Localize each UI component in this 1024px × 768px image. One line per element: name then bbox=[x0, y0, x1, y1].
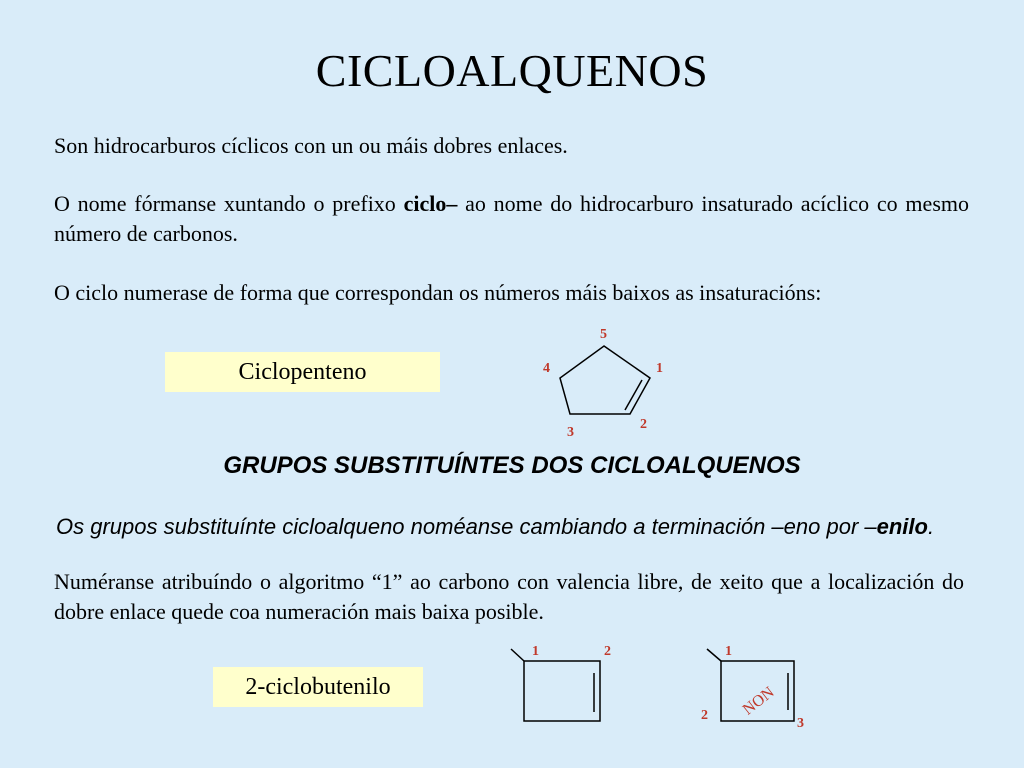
slide-title: CICLOALQUENOS bbox=[315, 45, 709, 96]
cyclopentene-label: Ciclopenteno bbox=[238, 359, 367, 385]
locant-1: 1 bbox=[725, 644, 732, 659]
cyclobutenyl-label-box bbox=[213, 667, 423, 707]
locant-1: 1 bbox=[532, 644, 539, 659]
enilo-note bbox=[56, 514, 996, 540]
p2-prefix-bold: ciclo– bbox=[403, 191, 458, 216]
section-title: GRUPOS SUBSTITUÍNTES DOS CICLOALQUENOS bbox=[223, 452, 801, 479]
note-suffix-bold: enilo bbox=[876, 514, 928, 539]
numbering-paragraph: Numéranse atribuíndo o algoritmo “1” ao carbono con valencia libre, de xeito que a localización do dobre enlace quede coa numeración mais baixa posible. bbox=[54, 569, 964, 624]
note-text-after: . bbox=[927, 514, 935, 539]
intro-paragraph-3: O ciclo numerase de forma que correspondan os números máis baixos as insaturacións: bbox=[54, 280, 822, 305]
cyclobutenyl-label: 2-ciclobutenilo bbox=[245, 674, 391, 700]
square-ring bbox=[524, 661, 600, 721]
p2-text-after: ao nome do hidrocarburo insaturado acíclico co mesmo número de carbonos. bbox=[54, 191, 969, 246]
intro-paragraph-1: Son hidrocarburos cíclicos con un ou máis dobres enlaces. bbox=[54, 133, 568, 158]
locant-5: 5 bbox=[600, 327, 607, 342]
cyclopentene-structure bbox=[530, 322, 680, 447]
free-valence-line bbox=[511, 649, 524, 661]
free-valence-line bbox=[707, 649, 721, 661]
cyclopentene-label-box bbox=[165, 352, 440, 392]
locant-2: 2 bbox=[640, 417, 647, 432]
cyclobutenyl-wrong-structure bbox=[695, 635, 820, 735]
wrong-stamp: NON bbox=[739, 683, 778, 719]
note-text-before: Os grupos substituínte cicloalqueno noméanse cambiando a terminación –eno por – bbox=[56, 514, 877, 539]
locant-2: 2 bbox=[701, 708, 708, 723]
locant-2: 2 bbox=[604, 644, 611, 659]
pentagon-ring bbox=[560, 346, 650, 414]
intro-paragraph-2 bbox=[54, 189, 969, 249]
cyclobutenyl-correct-structure bbox=[505, 635, 625, 730]
p2-text-before: O nome fórmanse xuntando o prefixo bbox=[54, 191, 404, 216]
locant-3: 3 bbox=[567, 425, 574, 440]
locant-3: 3 bbox=[797, 716, 804, 731]
locant-4: 4 bbox=[543, 361, 550, 376]
locant-1: 1 bbox=[656, 361, 663, 376]
double-bond-line bbox=[625, 380, 642, 410]
